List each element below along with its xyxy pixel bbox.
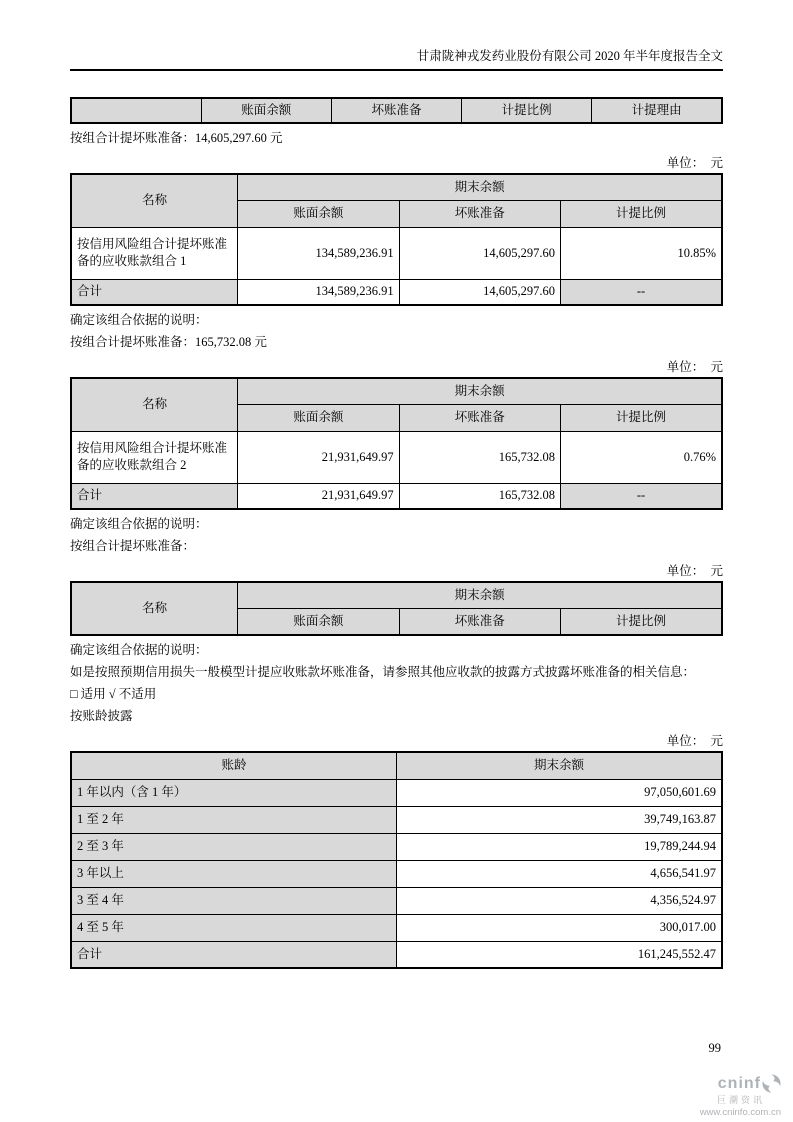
combo2-row1-book-balance: 21,931,649.97 xyxy=(238,431,399,483)
table-row xyxy=(71,279,722,305)
provision-statement-1: 按组合计提坏账准备：14,605,297.60 元 xyxy=(70,131,283,145)
aging-row-label: 1 年以内（含 1 年） xyxy=(71,779,397,806)
aging-row-label: 2 至 3 年 xyxy=(71,833,397,860)
note-basis-2: 确定该组合依据的说明： xyxy=(70,517,208,531)
combo2-row1-ratio: 0.76% xyxy=(561,431,722,483)
combo1-total-bad-debt: 14,605,297.60 xyxy=(399,279,560,305)
table-row xyxy=(71,431,722,483)
table-row xyxy=(71,582,722,608)
combo3-sub-book-balance: 账面余额 xyxy=(238,608,399,635)
table-row xyxy=(71,833,722,860)
aging-row-value: 4,356,524.97 xyxy=(397,887,723,914)
aging-total-value: 161,245,552.47 xyxy=(397,941,723,968)
combo1-sub-bad-debt: 坏账准备 xyxy=(399,200,560,227)
combo3-sub-ratio: 计提比例 xyxy=(561,608,722,635)
combo1-period-header: 期末余额 xyxy=(238,174,722,200)
aging-row-value: 39,749,163.87 xyxy=(397,806,723,833)
aging-total-label: 合计 xyxy=(71,941,397,968)
aging-header-balance: 期末余额 xyxy=(397,752,723,779)
combo1-total-label: 合计 xyxy=(71,279,238,305)
aging-row-value: 4,656,541.97 xyxy=(397,860,723,887)
combo2-total-bad-debt: 165,732.08 xyxy=(399,483,560,509)
top-table-empty-cell xyxy=(71,98,201,123)
table-row xyxy=(71,887,722,914)
combo-table-2 xyxy=(70,377,723,510)
combo2-row1-name: 按信用风险组合计提坏账准备的应收账款组合 2 xyxy=(71,431,238,483)
provision-statement-3: 按组合计提坏账准备： xyxy=(70,539,196,553)
table-row xyxy=(71,227,722,279)
page-header-title: 甘肃陇神戎发药业股份有限公司 2020 年半年度报告全文 xyxy=(70,0,723,71)
note-basis-1: 确定该组合依据的说明： xyxy=(70,313,208,327)
combo3-sub-bad-debt: 坏账准备 xyxy=(399,608,560,635)
aging-row-label: 3 至 4 年 xyxy=(71,887,397,914)
combo2-total-ratio: -- xyxy=(561,483,722,509)
table-row xyxy=(71,483,722,509)
cninfo-logo-chinese: 巨潮资讯 xyxy=(716,1095,765,1105)
note-basis-3: 确定该组合依据的说明： xyxy=(70,643,208,657)
table-row xyxy=(71,941,722,968)
unit-label: 单位： 元 xyxy=(666,156,723,170)
aging-table xyxy=(70,751,723,969)
table-row xyxy=(71,779,722,806)
table-row xyxy=(71,98,722,123)
combo2-sub-bad-debt: 坏账准备 xyxy=(399,404,560,431)
unit-label: 单位： 元 xyxy=(666,360,723,374)
aging-row-label: 3 年以上 xyxy=(71,860,397,887)
table-row xyxy=(71,860,722,887)
combo1-sub-ratio: 计提比例 xyxy=(561,200,722,227)
top-table-col-ratio: 计提比例 xyxy=(462,98,592,123)
top-table-col-reason: 计提理由 xyxy=(592,98,722,123)
table-row xyxy=(71,806,722,833)
combo2-row1-bad-debt: 165,732.08 xyxy=(399,431,560,483)
combo2-total-label: 合计 xyxy=(71,483,238,509)
provision-header-table xyxy=(70,97,723,124)
table-row xyxy=(71,174,722,200)
top-table-col-bad-debt: 坏账准备 xyxy=(331,98,461,123)
unit-label: 单位： 元 xyxy=(666,734,723,748)
combo3-period-header: 期末余额 xyxy=(238,582,722,608)
combo1-name-header: 名称 xyxy=(71,174,238,227)
combo1-row1-book-balance: 134,589,236.91 xyxy=(238,227,399,279)
provision-statement-2: 按组合计提坏账准备：165,732.08 元 xyxy=(70,335,267,349)
unit-label: 单位： 元 xyxy=(666,564,723,578)
aging-disclosure-label: 按账龄披露 xyxy=(70,709,133,723)
cninfo-logo-text: cninf xyxy=(717,1074,761,1092)
combo2-total-book-balance: 21,931,649.97 xyxy=(238,483,399,509)
table-row xyxy=(71,378,722,404)
combo1-row1-name: 按信用风险组合计提坏账准备的应收账款组合 1 xyxy=(71,227,238,279)
combo2-name-header: 名称 xyxy=(71,378,238,431)
table-row xyxy=(71,914,722,941)
combo2-sub-ratio: 计提比例 xyxy=(561,404,722,431)
combo-table-3 xyxy=(70,581,723,636)
combo2-sub-book-balance: 账面余额 xyxy=(238,404,399,431)
expected-loss-note: 如是按照预期信用损失一般模型计提应收账款坏账准备，请参照其他应收款的披露方式披露坏账准备的相关信息： xyxy=(70,665,696,679)
aging-row-label: 1 至 2 年 xyxy=(71,806,397,833)
combo1-total-book-balance: 134,589,236.91 xyxy=(238,279,399,305)
aging-row-label: 4 至 5 年 xyxy=(71,914,397,941)
applicability-line: □ 适用 √ 不适用 xyxy=(70,687,157,701)
aging-header-age: 账龄 xyxy=(71,752,397,779)
combo3-name-header: 名称 xyxy=(71,582,238,635)
combo1-row1-ratio: 10.85% xyxy=(561,227,722,279)
table-row xyxy=(71,752,722,779)
combo1-total-ratio: -- xyxy=(561,279,722,305)
aging-row-value: 300,017.00 xyxy=(397,914,723,941)
combo2-period-header: 期末余额 xyxy=(238,378,722,404)
cninfo-logo-url: www.cninfo.com.cn xyxy=(699,1107,781,1118)
page-number: 99 xyxy=(708,1041,721,1055)
cninfo-swirl-icon xyxy=(762,1074,781,1093)
aging-row-value: 97,050,601.69 xyxy=(397,779,723,806)
top-table-col-book-balance: 账面余额 xyxy=(201,98,331,123)
aging-row-value: 19,789,244.94 xyxy=(397,833,723,860)
combo-table-1 xyxy=(70,173,723,306)
cninfo-logo xyxy=(687,1074,781,1118)
combo1-row1-bad-debt: 14,605,297.60 xyxy=(399,227,560,279)
combo1-sub-book-balance: 账面余额 xyxy=(238,200,399,227)
